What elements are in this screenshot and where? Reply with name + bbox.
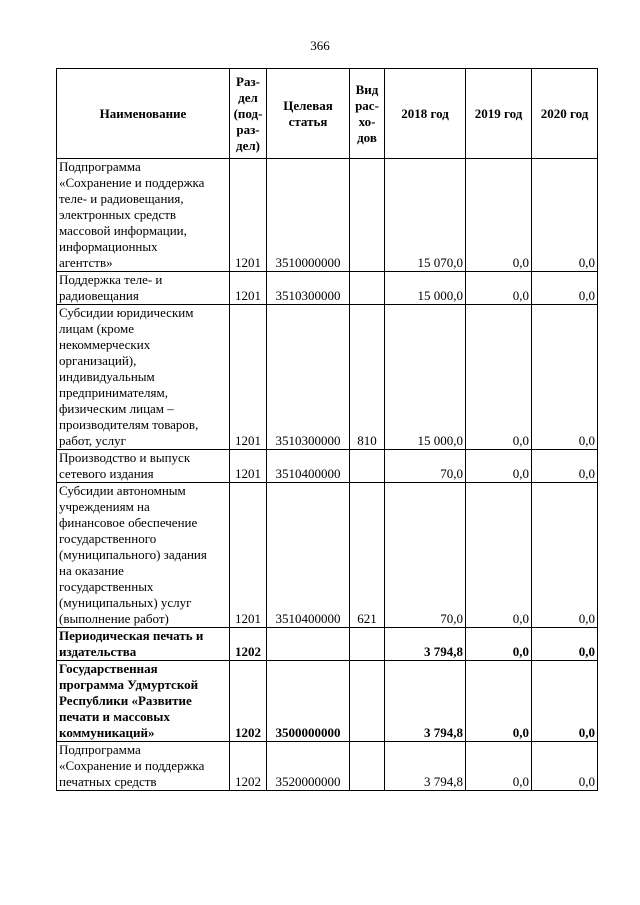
- cell-y2018: 15 000,0: [385, 272, 466, 305]
- cell-section: 1201: [230, 159, 267, 272]
- cell-target: 3500000000: [267, 661, 350, 742]
- cell-target: 3510000000: [267, 159, 350, 272]
- cell-kind: [350, 661, 385, 742]
- cell-section: 1201: [230, 305, 267, 450]
- table-row: [57, 159, 598, 272]
- cell-target: [267, 628, 350, 661]
- table-row: [57, 742, 598, 791]
- header-name: Наименование: [57, 69, 230, 159]
- header-target: Целевая статья: [267, 69, 350, 159]
- cell-name: Производство и выпуск сетевого издания: [57, 450, 230, 483]
- cell-target: 3520000000: [267, 742, 350, 791]
- cell-name: Подпрограмма «Сохранение и поддержка печатных средств: [57, 742, 230, 791]
- cell-y2020: 0,0: [532, 159, 598, 272]
- cell-y2020: 0,0: [532, 450, 598, 483]
- cell-y2020: 0,0: [532, 272, 598, 305]
- table-row: [57, 305, 598, 450]
- cell-y2018: 15 000,0: [385, 305, 466, 450]
- cell-y2018: 3 794,8: [385, 742, 466, 791]
- cell-section: 1202: [230, 661, 267, 742]
- cell-y2018: 3 794,8: [385, 628, 466, 661]
- cell-y2019: 0,0: [466, 272, 532, 305]
- cell-name: Субсидии автономным учреждениям на финансовое обеспечение государственного (муниципального) задания на оказание государственных (муниципальных) услуг (выполнение работ): [57, 483, 230, 628]
- header-2018: 2018 год: [385, 69, 466, 159]
- cell-y2020: 0,0: [532, 661, 598, 742]
- cell-y2019: 0,0: [466, 742, 532, 791]
- cell-kind: [350, 272, 385, 305]
- cell-section: 1201: [230, 450, 267, 483]
- cell-y2019: 0,0: [466, 661, 532, 742]
- table-row: [57, 450, 598, 483]
- cell-target: 3510400000: [267, 483, 350, 628]
- cell-target: 3510400000: [267, 450, 350, 483]
- table-row: [57, 272, 598, 305]
- cell-target: 3510300000: [267, 305, 350, 450]
- table-row: [57, 661, 598, 742]
- cell-kind: [350, 628, 385, 661]
- cell-name: Периодическая печать и издательства: [57, 628, 230, 661]
- cell-kind: [350, 742, 385, 791]
- cell-y2020: 0,0: [532, 483, 598, 628]
- table-row: [57, 628, 598, 661]
- cell-y2019: 0,0: [466, 628, 532, 661]
- budget-table: [56, 68, 598, 791]
- cell-y2019: 0,0: [466, 159, 532, 272]
- header-2020: 2020 год: [532, 69, 598, 159]
- cell-y2019: 0,0: [466, 483, 532, 628]
- table-header-row: [57, 69, 598, 159]
- cell-y2018: 15 070,0: [385, 159, 466, 272]
- cell-name: Поддержка теле- и радиовещания: [57, 272, 230, 305]
- cell-section: 1202: [230, 628, 267, 661]
- header-kind: Вид рас- хо- дов: [350, 69, 385, 159]
- cell-name: Субсидии юридическим лицам (кроме некоммерческих организаций), индивидуальным предпринимателям, физическим лицам – производителям товаров, работ, услуг: [57, 305, 230, 450]
- cell-y2019: 0,0: [466, 450, 532, 483]
- cell-y2018: 70,0: [385, 483, 466, 628]
- cell-y2020: 0,0: [532, 305, 598, 450]
- cell-target: 3510300000: [267, 272, 350, 305]
- cell-name: Подпрограмма «Сохранение и поддержка теле- и радиовещания, электронных средств массовой информации, информационных агентств»: [57, 159, 230, 272]
- cell-section: 1201: [230, 272, 267, 305]
- cell-y2018: 70,0: [385, 450, 466, 483]
- cell-name: Государственная программа Удмуртской Республики «Развитие печати и массовых коммуникаций»: [57, 661, 230, 742]
- cell-kind: 810: [350, 305, 385, 450]
- cell-section: 1201: [230, 483, 267, 628]
- header-2019: 2019 год: [466, 69, 532, 159]
- cell-section: 1202: [230, 742, 267, 791]
- page-number: 366: [310, 38, 330, 53]
- cell-kind: [350, 159, 385, 272]
- table-row: [57, 483, 598, 628]
- cell-kind: 621: [350, 483, 385, 628]
- header-section: Раз- дел (под- раз- дел): [230, 69, 267, 159]
- cell-y2019: 0,0: [466, 305, 532, 450]
- cell-y2018: 3 794,8: [385, 661, 466, 742]
- cell-y2020: 0,0: [532, 628, 598, 661]
- cell-kind: [350, 450, 385, 483]
- cell-y2020: 0,0: [532, 742, 598, 791]
